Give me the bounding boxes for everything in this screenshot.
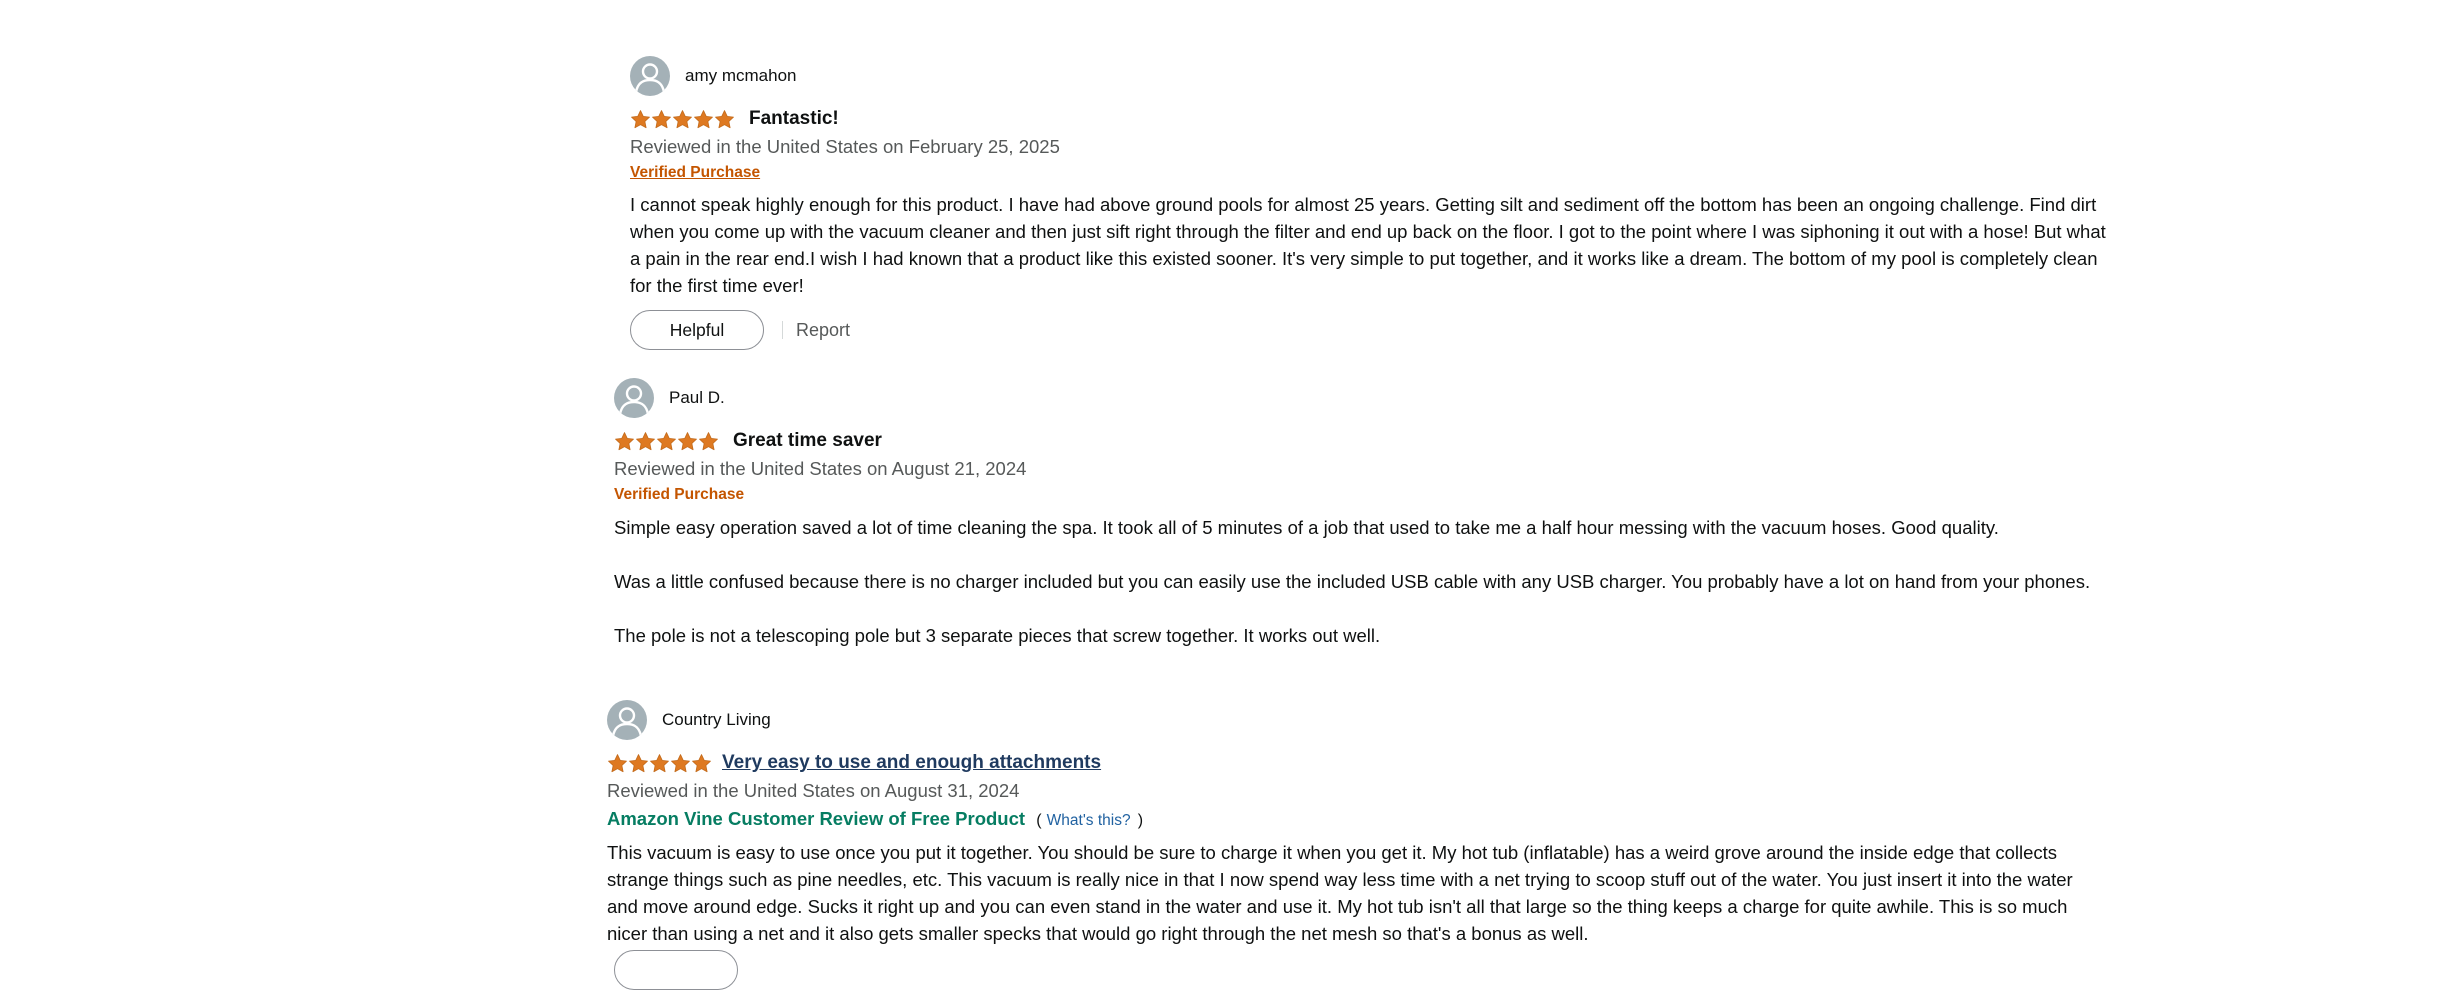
review-date: Reviewed in the United States on August 21, 2024	[614, 458, 1027, 479]
star-icon	[628, 753, 649, 774]
review-2	[614, 377, 2114, 649]
report-link[interactable]: Report	[796, 319, 851, 340]
reviewer-profile[interactable]	[607, 699, 2107, 741]
verified-purchase-badge: Verified Purchase	[614, 486, 745, 503]
reviewer-name[interactable]: Country Living	[662, 710, 771, 729]
star-icon	[677, 431, 698, 452]
avatar	[607, 700, 647, 740]
star-icon	[672, 109, 693, 130]
user-silhouette-icon	[630, 56, 670, 96]
review-title: Fantastic!	[749, 108, 839, 129]
review-date: Reviewed in the United States on February 25, 2025	[630, 136, 1060, 157]
helpful-button[interactable]	[614, 950, 738, 990]
review-body	[607, 839, 2107, 947]
star-icon	[691, 753, 712, 774]
star-rating[interactable]	[614, 431, 719, 452]
review-3	[607, 699, 2107, 947]
review-paragraph: Was a little confused because there is no charger included but you can easily use the included USB cable with any USB charger. You probably have a lot on hand from your phones.	[614, 571, 2091, 592]
reviewer-name[interactable]: amy mcmahon	[685, 66, 797, 85]
vine-review-row	[607, 806, 2107, 834]
review-paragraph: The pole is not a telescoping pole but 3 separate pieces that screw together. It works out well.	[614, 625, 1381, 646]
user-silhouette-icon	[607, 700, 647, 740]
avatar	[630, 56, 670, 96]
vine-paren-close: )	[1137, 812, 1144, 829]
star-icon	[614, 431, 635, 452]
star-icon	[635, 431, 656, 452]
review-title: Great time saver	[733, 430, 882, 451]
star-icon	[607, 753, 628, 774]
reviewer-profile[interactable]	[630, 55, 2110, 97]
review-1	[630, 55, 2110, 351]
star-icon	[714, 109, 735, 130]
star-icon	[693, 109, 714, 130]
verified-purchase-badge[interactable]: Verified Purchase	[630, 164, 761, 181]
review-paragraph: This vacuum is easy to use once you put it together. You should be sure to charge it when you get it. My hot tub (inflatable) has a weird grove around the inside edge that collects strange things such as pine needles, etc. This vacuum is really nice in that I now spend way less time with a net trying to scoop stuff out of the water. You just insert it into the water and move around edge. Sucks it right up and you can even stand in the water and use it. My hot tub isn't all that large so the thing keeps a charge for quite awhile. This is so much nicer than using a net and it also gets smaller specks that would go right through the net mesh so that's a bonus as well.	[607, 842, 2073, 944]
vine-paren-open: (	[1036, 812, 1042, 829]
review-actions	[630, 309, 2110, 351]
star-icon	[630, 109, 651, 130]
star-icon	[670, 753, 691, 774]
review-body	[614, 514, 2114, 649]
star-icon	[651, 109, 672, 130]
star-icon	[698, 431, 719, 452]
star-icon	[649, 753, 670, 774]
helpful-button[interactable]: Helpful	[630, 310, 764, 350]
review-paragraph: I cannot speak highly enough for this product. I have had above ground pools for almost 25 years. Getting silt and sediment off the bottom has been an ongoing challenge. Find dirt when you come up with the vacuum cleaner and then just sift right through the filter and end up back on the floor. I got to the point where I was siphoning it out with a hose! But what a pain in the rear end.I wish I had known that a product like this existed sooner. It's very simple to put together, and it works like a dream. The bottom of my pool is completely clean for the first time ever!	[630, 194, 2106, 296]
star-icon	[656, 431, 677, 452]
vine-review-badge: Amazon Vine Customer Review of Free Product	[607, 808, 1026, 829]
review-body	[630, 191, 2110, 299]
review-date: Reviewed in the United States on August 31, 2024	[607, 780, 1020, 801]
avatar	[614, 378, 654, 418]
action-divider	[782, 321, 783, 339]
reviewer-profile[interactable]	[614, 377, 2114, 419]
reviewer-name[interactable]: Paul D.	[669, 388, 725, 407]
whats-this-link[interactable]: What's this?	[1046, 812, 1131, 829]
review-title-link[interactable]: Very easy to use and enough attachments	[722, 752, 1102, 773]
star-rating[interactable]	[607, 753, 712, 774]
star-rating[interactable]	[630, 109, 735, 130]
user-silhouette-icon	[614, 378, 654, 418]
review-paragraph: Simple easy operation saved a lot of time cleaning the spa. It took all of 5 minutes of a job that used to take me a half hour messing with the vacuum hoses. Good quality.	[614, 517, 1999, 538]
